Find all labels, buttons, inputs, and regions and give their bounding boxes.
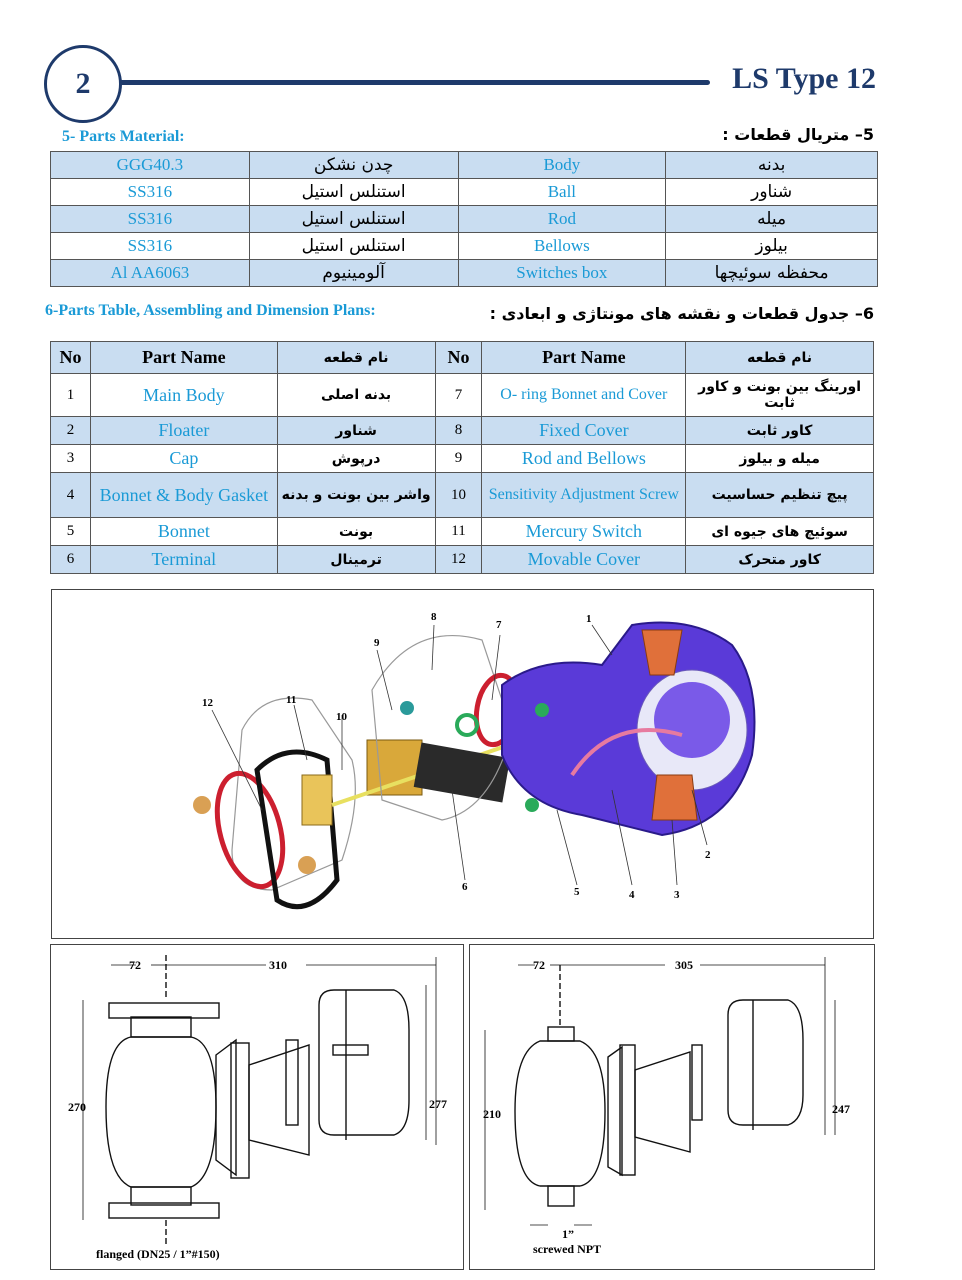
material-en-cell: Al AA6063 <box>51 260 250 287</box>
material-row <box>51 206 878 233</box>
section5-title-en: 5- Parts Material: <box>62 128 185 145</box>
callout-3: 3 <box>674 889 680 901</box>
page-number-badge <box>44 45 122 123</box>
part-name-fa-cell: شناور <box>277 417 435 445</box>
parts-row <box>51 546 874 574</box>
section5-title-fa: 5– متریال قطعات : <box>722 125 874 144</box>
dim-a: 72 <box>533 958 545 972</box>
section6-title-en: 6-Parts Table, Assembling and Dimension Plans: <box>45 302 376 319</box>
callout-4: 4 <box>629 889 635 901</box>
part-name-fa-cell: واشر بین بونت و بدنه <box>277 473 435 518</box>
part-number-cell: 8 <box>435 417 482 445</box>
part-number-cell: 4 <box>51 473 91 518</box>
callout-9: 9 <box>374 637 380 649</box>
fitting-shape <box>535 703 549 717</box>
part-name-en-cell: Terminal <box>90 546 277 574</box>
part-name-fa-cell: کاور متحرک <box>686 546 874 574</box>
part-name-fa-cell: سوئیچ های جیوه ای <box>686 518 874 546</box>
material-row <box>51 260 878 287</box>
material-fa-cell: استنلس استیل <box>249 233 458 260</box>
material-en-cell: SS316 <box>51 179 250 206</box>
material-fa-cell: استنلس استیل <box>249 179 458 206</box>
page-number: 2 <box>75 67 91 100</box>
part-fa-cell: بدنه <box>666 152 878 179</box>
gasket-green-shape <box>457 715 477 735</box>
part-fa-cell: محفظه سوئیچها <box>666 260 878 287</box>
material-fa-cell: آلومینیوم <box>249 260 458 287</box>
parts-row <box>51 473 874 518</box>
part-name-fa-cell: بدنه اصلی <box>277 374 435 417</box>
part-name-en-cell: Mercury Switch <box>482 518 686 546</box>
part-number-cell: 5 <box>51 518 91 546</box>
cap-bottom-shape <box>652 775 697 820</box>
dim-b: 310 <box>269 958 287 972</box>
callout-12: 12 <box>202 697 213 709</box>
part-en-cell: Ball <box>458 179 666 206</box>
bolt-shape <box>193 796 211 814</box>
material-row <box>51 179 878 206</box>
part-name-fa-cell: کاور ثابت <box>686 417 874 445</box>
fitting-shape <box>400 701 414 715</box>
part-number-cell: 6 <box>51 546 91 574</box>
header-name-fa: نام قطعه <box>277 342 435 374</box>
part-name-fa-cell: درپوش <box>277 445 435 473</box>
part-name-en-cell: Rod and Bellows <box>482 445 686 473</box>
callout-7: 7 <box>496 619 502 631</box>
flanged-dimension-svg <box>51 945 463 1269</box>
callout-2: 2 <box>705 849 711 861</box>
part-name-fa-cell: پیچ تنظیم حساسیت <box>686 473 874 518</box>
mercury-switch-shape <box>302 775 332 825</box>
part-name-en-cell: Main Body <box>90 374 277 417</box>
callout-1: 1 <box>586 613 592 625</box>
material-fa-cell: چدن نشکن <box>249 152 458 179</box>
fitting-shape <box>525 798 539 812</box>
parts-row <box>51 445 874 473</box>
dim-a: 72 <box>129 958 141 972</box>
header-name-fa: نام قطعه <box>686 342 874 374</box>
part-name-fa-cell: بونت <box>277 518 435 546</box>
part-name-en-cell: Sensitivity Adjustment Screw <box>482 473 686 518</box>
material-row <box>51 152 878 179</box>
part-number-cell: 1 <box>51 374 91 417</box>
part-fa-cell: بیلوز <box>666 233 878 260</box>
parts-row <box>51 518 874 546</box>
part-name-en-cell: O- ring Bonnet and Cover <box>482 374 686 417</box>
dimension-drawing-flanged <box>50 944 464 1270</box>
callout-11: 11 <box>286 694 297 706</box>
section6-title-fa: 6– جدول قطعات و نقشه های مونتاژی و ابعادی : <box>489 304 874 323</box>
material-en-cell: SS316 <box>51 233 250 260</box>
parts-table <box>50 341 874 574</box>
callout-6: 6 <box>462 881 468 893</box>
part-number-cell: 11 <box>435 518 482 546</box>
callout-8: 8 <box>431 611 437 623</box>
part-number-cell: 7 <box>435 374 482 417</box>
header-part-name: Part Name <box>482 342 686 374</box>
part-en-cell: Rod <box>458 206 666 233</box>
material-en-cell: GGG40.3 <box>51 152 250 179</box>
material-row <box>51 233 878 260</box>
part-number-cell: 12 <box>435 546 482 574</box>
bolt-shape <box>298 856 316 874</box>
parts-table-header <box>51 342 874 374</box>
part-en-cell: Switches box <box>458 260 666 287</box>
part-name-en-cell: Floater <box>90 417 277 445</box>
part-en-cell: Body <box>458 152 666 179</box>
header-rule <box>118 80 710 85</box>
exploded-assembly-diagram <box>51 589 874 939</box>
exploded-view-drawing <box>52 590 873 938</box>
part-name-fa-cell: اورینگ بین بونت و کاور ثابت <box>686 374 874 417</box>
dim-b: 305 <box>675 958 693 972</box>
dim-h2: 247 <box>832 1102 850 1116</box>
parts-row <box>51 374 874 417</box>
parts-row <box>51 417 874 445</box>
part-name-fa-cell: ترمینال <box>277 546 435 574</box>
header-no: No <box>435 342 482 374</box>
part-name-en-cell: Cap <box>90 445 277 473</box>
material-en-cell: SS316 <box>51 206 250 233</box>
caption-screwed: screwed NPT <box>533 1242 602 1256</box>
callout-10: 10 <box>336 711 347 723</box>
caption-flanged: flanged (DN25 / 1”#150) <box>96 1247 220 1261</box>
part-name-en-cell: Bonnet & Body Gasket <box>90 473 277 518</box>
material-fa-cell: استنلس استیل <box>249 206 458 233</box>
callout-5: 5 <box>574 886 580 898</box>
part-number-cell: 9 <box>435 445 482 473</box>
dim-h1: 210 <box>483 1107 501 1121</box>
part-name-fa-cell: میله و بیلوز <box>686 445 874 473</box>
dim-bottom: 1” <box>562 1227 574 1241</box>
part-number-cell: 3 <box>51 445 91 473</box>
part-fa-cell: شناور <box>666 179 878 206</box>
header-no: No <box>51 342 91 374</box>
part-number-cell: 10 <box>435 473 482 518</box>
screwed-dimension-svg <box>470 945 874 1269</box>
materials-table <box>50 151 878 287</box>
document-title: LS Type 12 <box>732 62 876 95</box>
floater-shape <box>654 682 730 758</box>
part-number-cell: 2 <box>51 417 91 445</box>
dimension-drawing-screwed <box>469 944 875 1270</box>
header-part-name: Part Name <box>90 342 277 374</box>
part-en-cell: Bellows <box>458 233 666 260</box>
dim-h2: 277 <box>429 1097 447 1111</box>
dim-h1: 270 <box>68 1100 86 1114</box>
part-name-en-cell: Movable Cover <box>482 546 686 574</box>
part-name-en-cell: Fixed Cover <box>482 417 686 445</box>
part-fa-cell: میله <box>666 206 878 233</box>
part-name-en-cell: Bonnet <box>90 518 277 546</box>
